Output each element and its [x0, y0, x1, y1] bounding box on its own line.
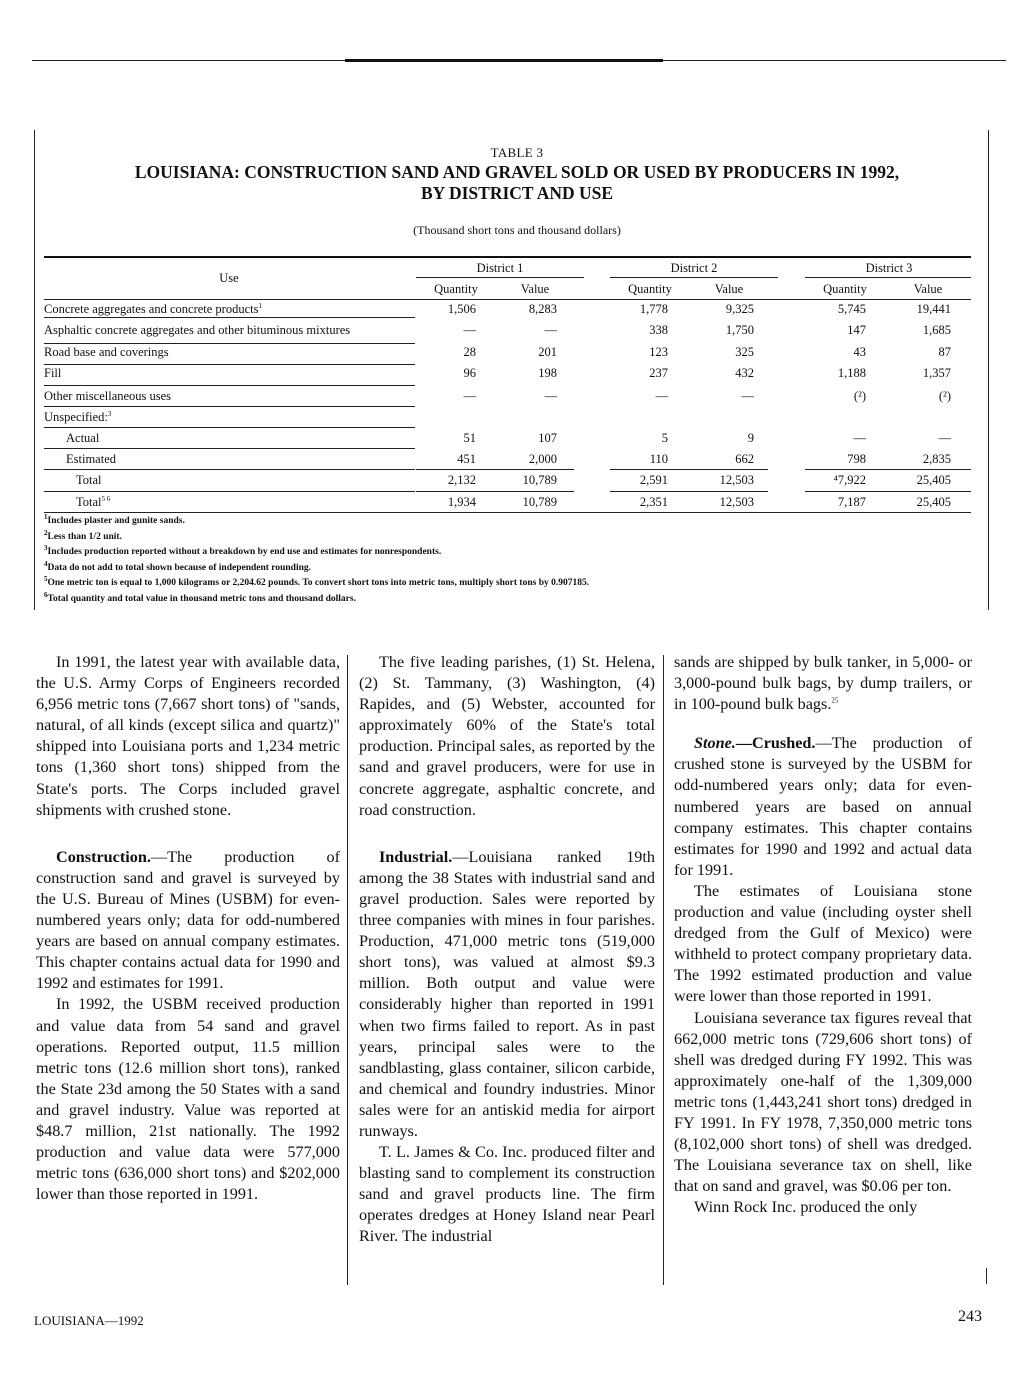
row-label — [44, 410, 111, 425]
row-label — [44, 389, 171, 404]
table-cell: 198 — [538, 366, 557, 380]
subtotal-rule — [416, 491, 574, 492]
row-rule — [44, 385, 415, 386]
col2-paragraph-2-text: —Louisiana ranked 19th among the 38 States with industrial sand and gravel production. Sales were reported by three companies with mines in four parishes. Production, 471,000 metric tons (519,000 short tons), was valued at almost $9.3 million. Both output and value were considerably higher than reported in 1991 when two firms failed to report. As in past years, principal sales were to the sandblasting, glass container, silicon carbide, and chemical and foundry industries. Minor sales were for an antiskid media for airport runways. — [359, 847, 655, 1140]
footnote-text: Less than 1/2 unit. — [47, 531, 122, 542]
page-number: 243 — [958, 1308, 982, 1325]
column-1 — [36, 652, 340, 1205]
footnote-text: Data do not add to total shown because of independent rounding. — [47, 562, 311, 573]
table-top-rule — [44, 256, 971, 258]
footer-running-title: LOUISIANA—1992 — [34, 1313, 144, 1328]
footnote-number: 3 — [44, 543, 48, 552]
use-header: Use — [219, 271, 239, 285]
footnote-text: Includes production reported without a breakdown by end use and estimates for nonrespondents. — [47, 547, 442, 557]
footnote-ref-25: 25 — [831, 696, 839, 705]
subtotal-rule — [416, 469, 574, 470]
footnote-number: 5 — [44, 574, 48, 583]
row-label — [66, 452, 116, 467]
district-2-header: District 2 — [670, 261, 718, 275]
table-cell: 1,506 — [447, 302, 476, 316]
district-3-header: District 3 — [865, 261, 913, 275]
table-title-line2: BY DISTRICT AND USE — [420, 183, 614, 203]
table-cell: 5,745 — [837, 302, 866, 316]
district-1-rule — [416, 277, 584, 278]
row-label — [44, 323, 350, 338]
footnote — [44, 528, 122, 542]
table-number: TABLE 3 — [490, 145, 544, 160]
row-rule — [44, 491, 415, 492]
table-cell: — — [544, 389, 557, 403]
table-cell: (²) — [853, 389, 866, 403]
table-cell: 12,503 — [719, 495, 754, 509]
table-cell: (²) — [938, 389, 951, 403]
subtotal-rule — [805, 491, 971, 492]
row-label-text: Other miscellaneous uses — [44, 389, 172, 403]
table-cell: 1,188 — [837, 366, 866, 380]
footnote — [44, 559, 311, 573]
row-label — [44, 366, 61, 381]
column-2 — [359, 652, 655, 1248]
row-rule — [44, 406, 415, 407]
row-label-text: Fill — [44, 366, 62, 380]
col2-paragraph-1: The five leading parishes, (1) St. Helena, (2) St. Tammany, (3) Washington, (4) Rapides, and (5) Webster, accounted for approximately 60% of the State's total production. Principal sales, as reported by the sand and gravel producers, were for use in concrete aggregate, asphaltic concrete, and road construction. — [359, 653, 655, 819]
subtotal-rule — [610, 491, 768, 492]
left-margin-rule — [34, 130, 35, 610]
table-cell: 12,503 — [719, 473, 754, 487]
row-rule — [44, 427, 415, 428]
table-cell: — — [463, 323, 476, 337]
footnote-ref: 5 6 — [101, 494, 111, 503]
table-cell: 5 — [661, 431, 668, 445]
table-cell: 338 — [649, 323, 668, 337]
table-cell: — — [938, 431, 951, 445]
d1-value-header: Value — [520, 282, 550, 296]
table-cell: 798 — [847, 452, 866, 466]
footnote-text: Includes plaster and gunite sands. — [47, 516, 185, 526]
footnote — [44, 590, 356, 604]
table-cell: 1,357 — [922, 366, 951, 380]
table-cell: 28 — [463, 345, 476, 359]
row-label-text: Asphaltic concrete aggregates and other bituminous mixtures — [44, 323, 351, 337]
district-1-header: District 1 — [476, 261, 524, 275]
col2-paragraph-3: T. L. James & Co. Inc. produced filter and blasting sand to complement its construction sand and gravel products line. The firm operates dredges at Honey Island near Pearl River. The industrial — [359, 1143, 655, 1246]
col3-paragraph-3: The estimates of Louisiana stone production and value (including oyster shell dredged from the Gulf of Mexico) were withheld to protect company proprietary data. The 1992 estimated production and value were lower than those reported in 1991. — [674, 881, 972, 1006]
table-cell: — — [463, 389, 476, 403]
col3-paragraph-5: Winn Rock Inc. produced the only — [694, 1198, 918, 1217]
footnote — [44, 543, 442, 557]
footnote-number: 2 — [44, 528, 48, 537]
footnote-ref: 1 — [258, 301, 262, 310]
column-divider-2 — [663, 655, 664, 1285]
subtotal-rule — [805, 469, 971, 470]
table-cell: 25,405 — [916, 495, 951, 509]
table-cell: — — [853, 431, 866, 445]
table-cell: 2,000 — [528, 452, 557, 466]
column-divider-1 — [347, 655, 348, 1285]
d3-value-header: Value — [913, 282, 943, 296]
row-label — [44, 345, 169, 360]
footnote-number: 1 — [44, 512, 48, 521]
row-label — [44, 302, 262, 317]
col1-paragraph-3: In 1992, the USBM received production and value data from 54 sand and gravel operations. Reported output, 11.5 million metric tons (12.6 million short tons), ranked the State 23d among the 50 States with a sand and gravel industry. Value was reported at $48.7 million, 21st nationally. The 1992 production and value data were 577,000 metric tons (636,000 short tons) and $202,000 lower than those reported in 1991. — [36, 995, 340, 1204]
row-label-text: Unspecified: — [44, 410, 108, 424]
row-label-text: Total — [76, 473, 102, 487]
table-cell: 2,835 — [922, 452, 951, 466]
table-cell: 8,283 — [528, 302, 557, 316]
col3-paragraph-2-text: —The production of crushed stone is surveyed by the USBM for odd-numbered years only; data for even-numbered years are based on annual company estimates. This chapter contains estimates for 1990 and 1992 and actual data for 1991. — [674, 734, 972, 879]
table-cell: 432 — [735, 366, 754, 380]
row-label-text: Concrete aggregates and concrete products — [44, 302, 259, 316]
row-label — [76, 473, 102, 488]
top-rule-accent — [345, 59, 663, 62]
table-subtitle: (Thousand short tons and thousand dollars) — [413, 223, 621, 237]
table-bottom-rule — [44, 512, 971, 513]
right-margin-rule — [988, 130, 989, 610]
table-cell: 9 — [747, 431, 754, 445]
table-cell: — — [655, 389, 668, 403]
footnote — [44, 574, 590, 588]
col1-paragraph-2-text: —The production of construction sand and gravel is surveyed by the U.S. Bureau of Mines (USBM) for even-numbered years only; data for odd-numbered years are based on annual company estimates. This chapter contains actual data for 1990 and 1992 and estimates for 1991. — [36, 847, 340, 993]
footnote-number: 6 — [44, 590, 48, 599]
col3-paragraph-1 — [674, 652, 972, 715]
footnote-ref: 3 — [107, 409, 112, 418]
table-cell: 43 — [853, 345, 866, 359]
column-end-mark — [986, 1268, 987, 1284]
table-cell: 237 — [649, 366, 668, 380]
table-cell: 7,187 — [837, 495, 866, 509]
col1-paragraph-1: In 1991, the latest year with available data, the U.S. Army Corps of Engineers recorded 6,956 metric tons (7,667 short tons) of "sands, natural, of all kinds (except silica and quartz)" shipped into Louisiana ports and 1,234 metric tons (1,360 short tons) shipped from the State's ports. The Corps included gravel shipments with crushed stone. — [36, 653, 340, 819]
crushed-heading: —Crushed. — [735, 734, 816, 753]
table-cell: 25,405 — [916, 473, 951, 487]
col1-paragraph-2 — [36, 847, 340, 995]
footnote — [44, 512, 185, 526]
industrial-heading: Industrial. — [379, 847, 453, 866]
table-cell: 662 — [735, 452, 754, 466]
table-cell: 451 — [457, 452, 476, 466]
district-3-rule — [805, 277, 971, 278]
footnote-text: Total quantity and total value in thousand metric tons and thousand dollars. — [47, 593, 356, 604]
table-cell: 2,591 — [639, 473, 668, 487]
table-cell: 1,750 — [725, 323, 754, 337]
d1-quantity-header: Quantity — [434, 282, 478, 296]
row-rule — [44, 343, 415, 344]
table-cell: — — [544, 323, 557, 337]
table-cell: 325 — [735, 345, 754, 359]
column-3 — [674, 652, 972, 1218]
row-label-text: Estimated — [66, 452, 116, 466]
table-cell: 19,441 — [916, 302, 951, 316]
col3-paragraph-1-text: sands are shipped by bulk tanker, in 5,000- or 3,000-pound bulk bags, by dump trailers, or in 100-pound bulk bags. — [674, 653, 972, 714]
subtotal-rule — [610, 469, 768, 470]
table-cell: 1,685 — [922, 323, 951, 337]
table-cell: 9,325 — [725, 302, 754, 316]
table-cell: ⁴7,922 — [833, 473, 866, 487]
table-cell: 1,778 — [639, 302, 668, 316]
district-2-rule — [610, 277, 778, 278]
table-cell: 87 — [938, 345, 951, 359]
d2-quantity-header: Quantity — [628, 282, 672, 296]
table-cell: 110 — [649, 452, 668, 466]
construction-heading: Construction. — [56, 847, 151, 866]
row-label-text: Actual — [66, 431, 100, 445]
table-cell: 147 — [847, 323, 866, 337]
table-cell: 201 — [538, 345, 557, 359]
col2-paragraph-2 — [359, 847, 655, 1142]
table-cell: 10,789 — [522, 473, 557, 487]
table-cell: 107 — [538, 431, 557, 445]
row-label-text: Road base and coverings — [44, 345, 169, 359]
table-cell: 2,132 — [447, 473, 476, 487]
table-cell: 1,934 — [447, 495, 476, 509]
row-label — [66, 431, 99, 446]
d3-quantity-header: Quantity — [823, 282, 867, 296]
col3-paragraph-4: Louisiana severance tax figures reveal that 662,000 metric tons (729,606 short tons) of shell was dredged during FY 1992. This was approximately one-half of the 1,309,000 metric tons (1,443,241 short tons) dredged in FY 1991. In FY 1978, 7,350,000 metric tons (8,102,000 short tons) of shell was dredged. The Louisiana severance tax on shell, like that on sand and gravel, was $0.06 per ton. — [674, 1008, 972, 1196]
header-bottom-rule — [44, 299, 971, 300]
footnote-number: 4 — [44, 559, 48, 568]
row-label-text: Total — [76, 495, 102, 509]
col3-paragraph-2 — [674, 733, 972, 881]
table-cell: 123 — [649, 345, 668, 359]
row-rule — [44, 317, 415, 318]
table-title-line1: LOUISIANA: CONSTRUCTION SAND AND GRAVEL SOLD OR USED BY PRODUCERS IN 1992, — [134, 162, 900, 182]
table-cell: 2,351 — [639, 495, 668, 509]
stone-heading: Stone. — [694, 734, 736, 753]
d2-value-header: Value — [714, 282, 744, 296]
row-rule — [44, 364, 415, 365]
table-cell: 51 — [463, 431, 476, 445]
table-title — [60, 162, 974, 204]
table-cell: — — [741, 389, 754, 403]
footnote-text: One metric ton is equal to 1,000 kilograms or 2,204.62 pounds. To convert short tons into metric tons, multiply short tons by 0.907185. — [47, 578, 590, 588]
row-label — [76, 495, 110, 510]
table-cell: 10,789 — [522, 495, 557, 509]
row-rule — [44, 448, 415, 449]
table-cell: 96 — [463, 366, 476, 380]
row-rule — [44, 469, 415, 470]
